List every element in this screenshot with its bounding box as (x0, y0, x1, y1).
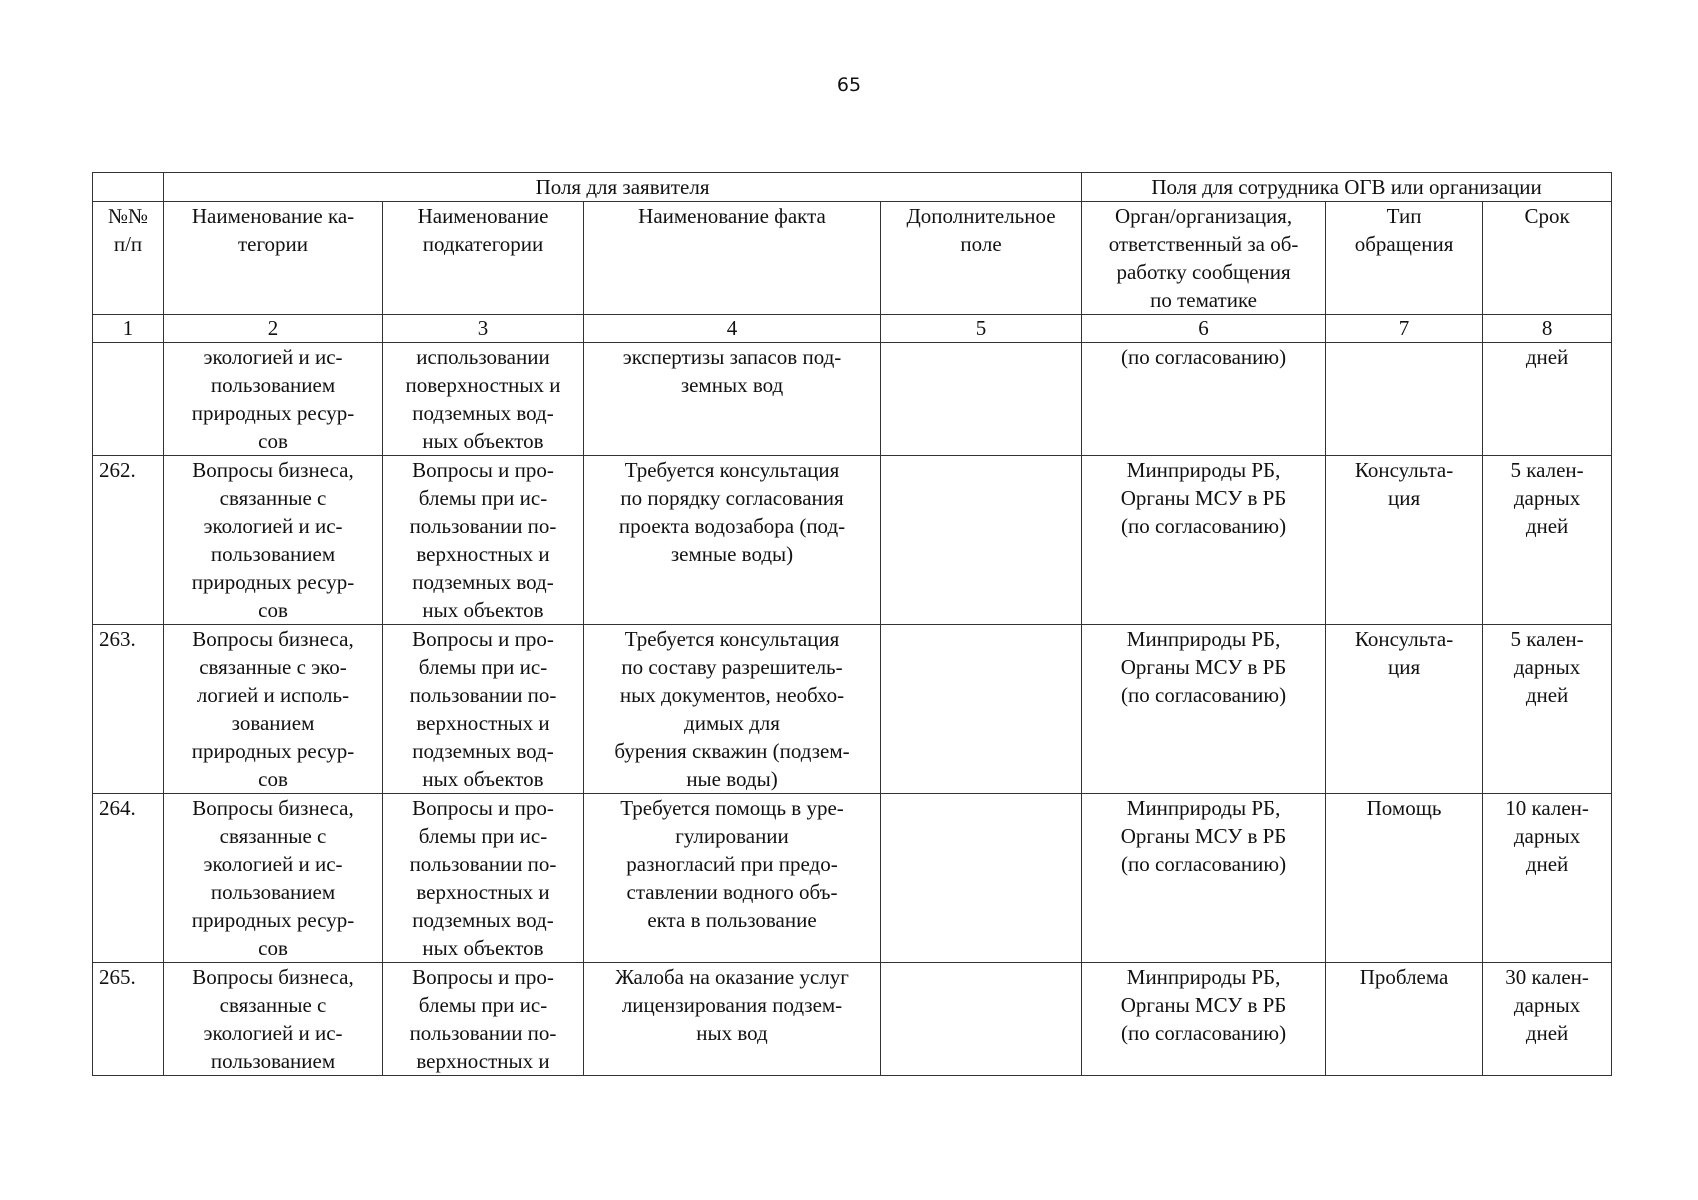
row-term: 5 кален- дарных дней (1483, 625, 1612, 794)
column-number-row (93, 315, 1612, 343)
row-category: Вопросы бизнеса, связанные с экологией и ис- пользованием природных ресур- сов (164, 456, 383, 625)
column-number: 6 (1082, 315, 1326, 343)
row-org: Минприроды РБ, Органы МСУ в РБ (по согласованию) (1082, 794, 1326, 963)
row-category: Вопросы бизнеса, связанные с экологией и ис- пользованием (164, 963, 383, 1076)
row-extra (881, 456, 1082, 625)
row-category: Вопросы бизнеса, связанные с экологией и ис- пользованием природных ресур- сов (164, 794, 383, 963)
row-category: экологией и ис- пользованием природных ресур- сов (164, 343, 383, 456)
header-group-row (93, 173, 1612, 202)
row-type (1326, 343, 1483, 456)
row-extra (881, 343, 1082, 456)
column-number: 8 (1483, 315, 1612, 343)
row-type: Проблема (1326, 963, 1483, 1076)
column-number: 1 (93, 315, 164, 343)
row-term: дней (1483, 343, 1612, 456)
column-header-category: Наименование ка- тегории (164, 202, 383, 315)
row-extra (881, 625, 1082, 794)
table-row (93, 963, 1612, 1076)
column-number: 5 (881, 315, 1082, 343)
column-header-term: Срок (1483, 202, 1612, 315)
row-number: 263. (93, 625, 164, 794)
column-number: 2 (164, 315, 383, 343)
table-row (93, 794, 1612, 963)
row-term: 30 кален- дарных дней (1483, 963, 1612, 1076)
row-term: 5 кален- дарных дней (1483, 456, 1612, 625)
row-org: Минприроды РБ, Органы МСУ в РБ (по согласованию) (1082, 625, 1326, 794)
row-term: 10 кален- дарных дней (1483, 794, 1612, 963)
row-type: Помощь (1326, 794, 1483, 963)
column-header-row (93, 202, 1612, 315)
header-group-staff: Поля для сотрудника ОГВ или организации (1082, 173, 1612, 202)
row-number: 264. (93, 794, 164, 963)
column-header-extra: Дополнительное поле (881, 202, 1082, 315)
column-header-num: №№ п/п (93, 202, 164, 315)
row-number: 262. (93, 456, 164, 625)
page-number: 65 (836, 74, 862, 96)
row-fact: Требуется консультация по составу разрешитель- ных документов, необхо- димых для бурения скважин (подзем- ные воды) (584, 625, 881, 794)
table-row (93, 343, 1612, 456)
column-number: 4 (584, 315, 881, 343)
row-fact: Жалоба на оказание услуг лицензирования подзем- ных вод (584, 963, 881, 1076)
row-subcategory: Вопросы и про- блемы при ис- пользовании по- верхностных и подземных вод- ных объектов (383, 625, 584, 794)
column-header-fact: Наименование факта (584, 202, 881, 315)
column-header-org: Орган/организация, ответственный за об- работку сообщения по тематике (1082, 202, 1326, 315)
row-number: 265. (93, 963, 164, 1076)
row-subcategory: Вопросы и про- блемы при ис- пользовании по- верхностных и (383, 963, 584, 1076)
row-type: Консульта- ция (1326, 456, 1483, 625)
table-row (93, 625, 1612, 794)
column-number: 3 (383, 315, 584, 343)
row-subcategory: Вопросы и про- блемы при ис- пользовании по- верхностных и подземных вод- ных объектов (383, 794, 584, 963)
row-number (93, 343, 164, 456)
row-type: Консульта- ция (1326, 625, 1483, 794)
column-number: 7 (1326, 315, 1483, 343)
row-subcategory: Вопросы и про- блемы при ис- пользовании по- верхностных и подземных вод- ных объектов (383, 456, 584, 625)
header-group-empty (93, 173, 164, 202)
column-header-type: Тип обращения (1326, 202, 1483, 315)
row-org: Минприроды РБ, Органы МСУ в РБ (по согласованию) (1082, 963, 1326, 1076)
column-header-subcategory: Наименование подкатегории (383, 202, 584, 315)
row-org: Минприроды РБ, Органы МСУ в РБ (по согласованию) (1082, 456, 1326, 625)
table-row (93, 456, 1612, 625)
classifier-table (92, 172, 1612, 1076)
row-subcategory: использовании поверхностных и подземных вод- ных объектов (383, 343, 584, 456)
row-category: Вопросы бизнеса, связанные с эко- логией и исполь- зованием природных ресур- сов (164, 625, 383, 794)
header-group-applicant: Поля для заявителя (164, 173, 1082, 202)
row-extra (881, 963, 1082, 1076)
row-fact: Требуется помощь в уре- гулировании разногласий при предо- ставлении водного объ- екта в пользование (584, 794, 881, 963)
row-extra (881, 794, 1082, 963)
row-org: (по согласованию) (1082, 343, 1326, 456)
row-fact: экспертизы запасов под- земных вод (584, 343, 881, 456)
row-fact: Требуется консультация по порядку согласования проекта водозабора (под- земные воды) (584, 456, 881, 625)
